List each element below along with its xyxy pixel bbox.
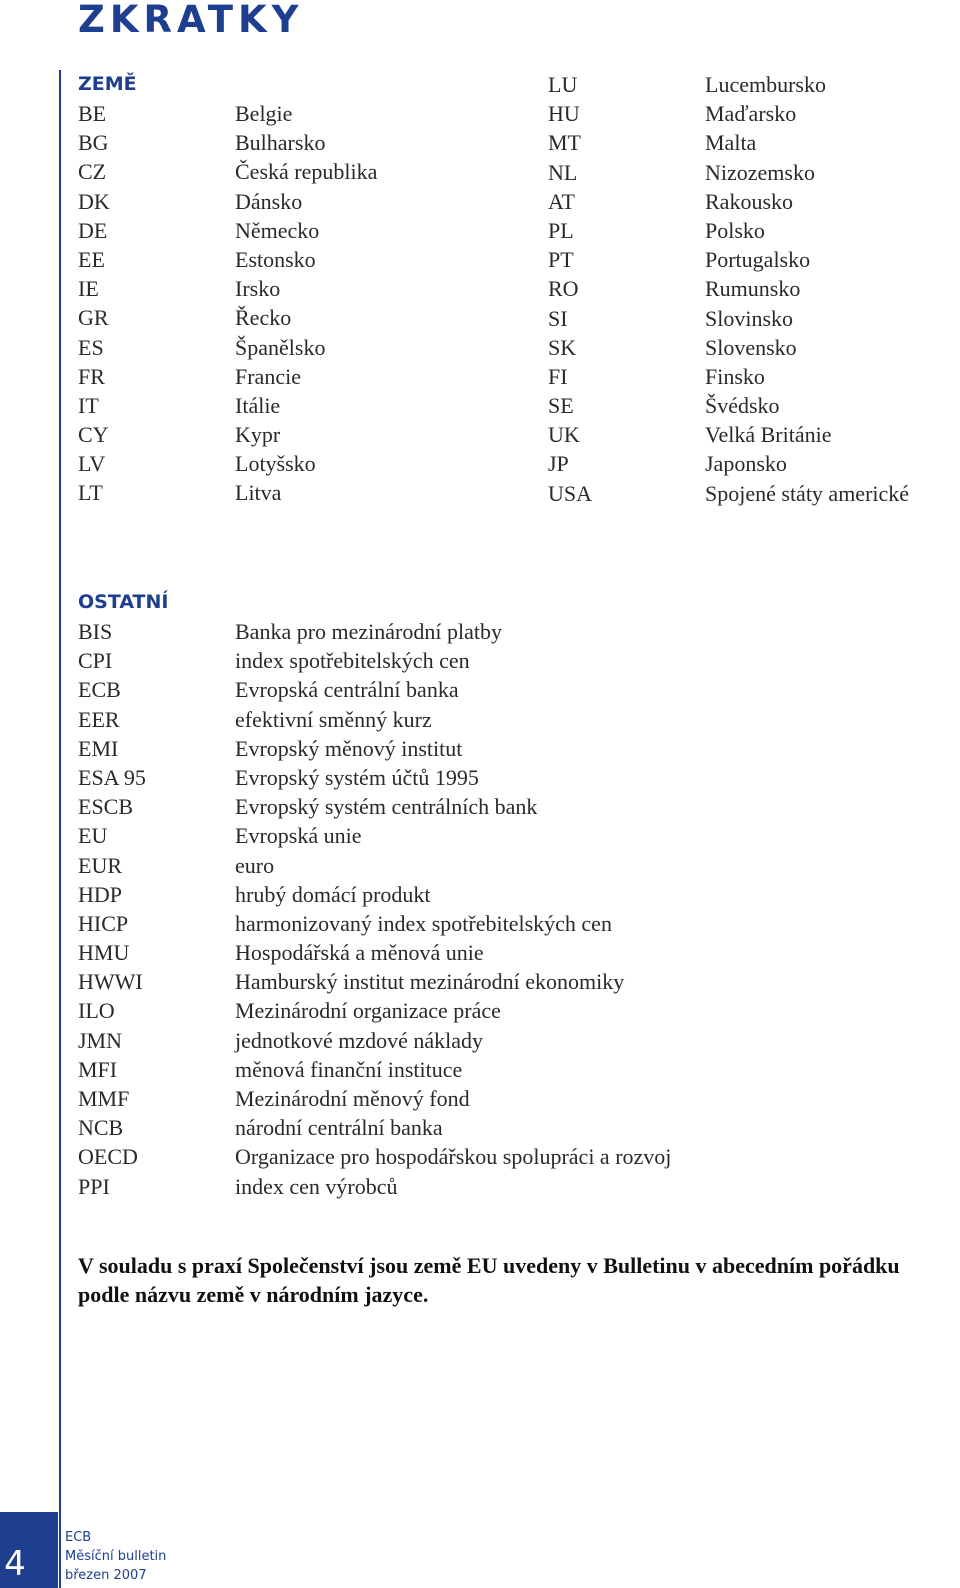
abbreviation-meaning: Evropská unie: [235, 823, 362, 849]
abbreviation-code: NL: [548, 159, 578, 185]
abbreviation-meaning: Francie: [235, 363, 301, 389]
abbreviation-row: [78, 938, 671, 967]
abbreviation-code: DK: [78, 188, 110, 214]
abbreviation-meaning: Velká Británie: [705, 422, 832, 448]
abbreviation-row: [548, 449, 909, 478]
abbreviation-code: EU: [78, 823, 108, 849]
other-heading: OSTATNÍ: [78, 591, 169, 613]
abbreviation-meaning: Belgie: [235, 101, 293, 126]
abbreviation-row: [78, 449, 377, 478]
abbreviation-meaning: Česká republika: [235, 159, 378, 185]
abbreviation-row: [548, 70, 909, 99]
abbreviation-row: [548, 216, 909, 245]
abbreviation-row: [78, 1142, 671, 1171]
abbreviation-code: MFI: [78, 1056, 118, 1082]
abbreviation-code: BE: [78, 101, 107, 126]
footer-publication-info: [65, 1528, 166, 1585]
abbreviation-row: [78, 303, 377, 332]
abbreviation-code: SI: [548, 305, 568, 331]
abbreviation-code: ESA 95: [78, 764, 146, 790]
abbreviation-code: SE: [548, 393, 574, 419]
abbreviation-code: EUR: [78, 852, 122, 878]
abbreviation-row: [78, 478, 377, 507]
abbreviation-meaning: euro: [235, 852, 275, 878]
abbreviation-code: HU: [548, 101, 580, 127]
abbreviation-code: OECD: [78, 1144, 138, 1170]
abbreviation-row: [78, 617, 671, 646]
abbreviation-meaning: Irsko: [235, 276, 281, 302]
abbreviation-row: [548, 245, 909, 274]
abbreviation-code: LU: [548, 72, 578, 97]
abbreviation-code: RO: [548, 276, 579, 302]
abbreviation-code: EER: [78, 706, 120, 732]
abbreviation-code: UK: [548, 422, 580, 448]
abbreviation-meaning: index cen výrobců: [235, 1173, 398, 1199]
abbreviation-code: MT: [548, 130, 581, 156]
abbreviation-row: [78, 821, 671, 850]
abbreviation-row: [78, 187, 377, 216]
abbreviation-row: [78, 967, 671, 996]
abbreviation-meaning: Mezinárodní organizace práce: [235, 998, 501, 1024]
abbreviation-meaning: index spotřebitelských cen: [235, 648, 470, 674]
abbreviation-row: [78, 851, 671, 880]
footer-publication: Měsíční bulletin: [65, 1549, 167, 1564]
abbreviation-meaning: národní centrální banka: [235, 1115, 443, 1141]
countries-heading: ZEMĚ: [78, 73, 137, 95]
abbreviation-meaning: Německo: [235, 217, 320, 243]
abbreviation-meaning: Litva: [235, 480, 282, 506]
abbreviation-code: BG: [78, 130, 109, 156]
abbreviation-meaning: Kypr: [235, 422, 281, 448]
abbreviation-meaning: efektivní směnný kurz: [235, 706, 432, 732]
page-number: 4: [4, 1544, 26, 1584]
abbreviation-meaning: Japonsko: [705, 451, 787, 477]
abbreviation-meaning: Spojené státy americké: [705, 480, 910, 506]
abbreviation-meaning: Portugalsko: [705, 247, 811, 273]
abbreviation-code: CPI: [78, 648, 113, 674]
abbreviation-code: EE: [78, 246, 105, 272]
abbreviation-row: [78, 333, 377, 362]
abbreviation-code: FI: [548, 363, 568, 389]
note-line-1: V souladu s praxí Společenství jsou země EU uvedeny v Bulletinu v abecedním pořádku: [78, 1253, 900, 1278]
abbreviation-code: ECB: [78, 677, 121, 703]
abbreviation-meaning: Hospodářská a měnová unie: [235, 940, 484, 966]
abbreviation-row: [548, 362, 909, 391]
abbreviation-meaning: Mezinárodní měnový fond: [235, 1086, 470, 1111]
abbreviation-code: MMF: [78, 1086, 130, 1111]
abbreviation-row: [78, 216, 377, 245]
abbreviation-meaning: Finsko: [705, 363, 765, 389]
abbreviation-code: HWWI: [78, 969, 143, 995]
abbreviation-row: [78, 99, 377, 128]
abbreviation-row: [78, 734, 671, 763]
abbreviation-meaning: Maďarsko: [705, 101, 797, 127]
abbreviation-row: [78, 128, 377, 157]
abbreviation-meaning: Banka pro mezinárodní platby: [235, 619, 502, 644]
abbreviation-code: CY: [78, 422, 109, 448]
abbreviation-meaning: jednotkové mzdové náklady: [235, 1027, 484, 1053]
ordering-note: [78, 1251, 958, 1309]
abbreviation-row: [78, 792, 671, 821]
abbreviation-code: GR: [78, 305, 109, 331]
other-abbreviations-list: [78, 617, 671, 1201]
abbreviation-row: [548, 128, 909, 157]
abbreviation-row: [78, 705, 671, 734]
abbreviation-code: ESCB: [78, 794, 134, 820]
abbreviation-meaning: Slovinsko: [705, 305, 794, 331]
abbreviation-meaning: Evropský měnový institut: [235, 735, 463, 761]
abbreviation-code: PL: [548, 217, 574, 243]
abbreviation-row: [78, 675, 671, 704]
footer-date: březen 2007: [65, 1568, 147, 1583]
abbreviation-code: ES: [78, 334, 104, 360]
abbreviation-meaning: Estonsko: [235, 246, 316, 272]
abbreviation-meaning: Lucembursko: [705, 72, 826, 97]
abbreviation-code: HMU: [78, 940, 130, 966]
abbreviation-meaning: Nizozemsko: [705, 159, 815, 185]
abbreviation-row: [78, 362, 377, 391]
abbreviation-row: [78, 1026, 671, 1055]
abbreviation-code: DE: [78, 217, 108, 243]
abbreviation-code: SK: [548, 334, 577, 360]
abbreviation-code: JP: [548, 451, 569, 477]
abbreviation-row: [548, 391, 909, 420]
abbreviation-row: [548, 333, 909, 362]
abbreviation-row: [548, 420, 909, 449]
abbreviation-row: [548, 158, 909, 187]
abbreviation-meaning: Evropský systém centrálních bank: [235, 794, 538, 820]
abbreviation-row: [78, 420, 377, 449]
abbreviation-row: [78, 1113, 671, 1142]
abbreviation-meaning: měnová finanční instituce: [235, 1056, 463, 1082]
abbreviation-meaning: Malta: [705, 130, 757, 156]
abbreviation-row: [78, 763, 671, 792]
abbreviation-code: LV: [78, 451, 106, 477]
abbreviation-row: [78, 646, 671, 675]
abbreviation-meaning: Hamburský institut mezinárodní ekonomiky: [235, 969, 625, 995]
margin-rule: [59, 70, 61, 1588]
abbreviation-meaning: Slovensko: [705, 334, 797, 360]
abbreviation-meaning: Evropská centrální banka: [235, 677, 459, 703]
abbreviation-code: FR: [78, 363, 105, 389]
abbreviation-meaning: Španělsko: [235, 334, 326, 360]
abbreviation-row: [548, 304, 909, 333]
page-title: ZKRATKY: [78, 0, 304, 41]
abbreviation-code: CZ: [78, 159, 107, 185]
abbreviation-meaning: Itálie: [235, 392, 281, 418]
abbreviation-code: LT: [78, 480, 103, 506]
abbreviation-row: [548, 187, 909, 216]
abbreviation-meaning: Rakousko: [705, 188, 793, 214]
abbreviation-code: USA: [548, 480, 593, 506]
abbreviation-row: [548, 479, 909, 508]
abbreviation-meaning: harmonizovaný index spotřebitelských cen: [235, 910, 612, 936]
abbreviation-meaning: Polsko: [705, 217, 765, 243]
abbreviation-code: HICP: [78, 910, 129, 936]
abbreviation-code: IE: [78, 276, 99, 302]
abbreviation-row: [78, 909, 671, 938]
abbreviation-code: ILO: [78, 998, 115, 1024]
abbreviation-row: [78, 1172, 671, 1201]
abbreviation-code: AT: [548, 188, 575, 214]
abbreviation-row: [548, 274, 909, 303]
abbreviation-code: PPI: [78, 1173, 110, 1199]
abbreviation-code: NCB: [78, 1115, 124, 1141]
abbreviation-meaning: Bulharsko: [235, 130, 326, 156]
abbreviation-row: [78, 1055, 671, 1084]
footer-publisher: ECB: [65, 1530, 92, 1545]
countries-right-column: [548, 70, 909, 508]
abbreviation-code: PT: [548, 247, 574, 273]
abbreviation-meaning: Rumunsko: [705, 276, 801, 302]
abbreviation-row: [78, 1084, 671, 1113]
abbreviation-row: [78, 391, 377, 420]
abbreviation-row: [78, 996, 671, 1025]
abbreviation-row: [78, 245, 377, 274]
abbreviation-meaning: Evropský systém účtů 1995: [235, 764, 479, 790]
abbreviation-row: [78, 274, 377, 303]
abbreviation-row: [548, 99, 909, 128]
abbreviation-row: [78, 157, 377, 186]
note-line-2: podle názvu země v národním jazyce.: [78, 1282, 429, 1307]
abbreviation-code: EMI: [78, 735, 119, 761]
countries-left-column: [78, 99, 377, 508]
abbreviation-code: HDP: [78, 881, 123, 907]
abbreviation-meaning: Organizace pro hospodářskou spolupráci a rozvoj: [235, 1144, 672, 1170]
abbreviation-code: BIS: [78, 619, 113, 644]
abbreviation-meaning: Řecko: [235, 305, 292, 331]
abbreviation-meaning: Švédsko: [705, 393, 780, 419]
abbreviation-meaning: hrubý domácí produkt: [235, 881, 431, 907]
abbreviation-code: IT: [78, 392, 99, 418]
abbreviation-meaning: Dánsko: [235, 188, 303, 214]
abbreviation-row: [78, 880, 671, 909]
page-number-box: [0, 1512, 58, 1588]
abbreviation-code: JMN: [78, 1027, 123, 1053]
abbreviation-meaning: Lotyšsko: [235, 451, 316, 477]
